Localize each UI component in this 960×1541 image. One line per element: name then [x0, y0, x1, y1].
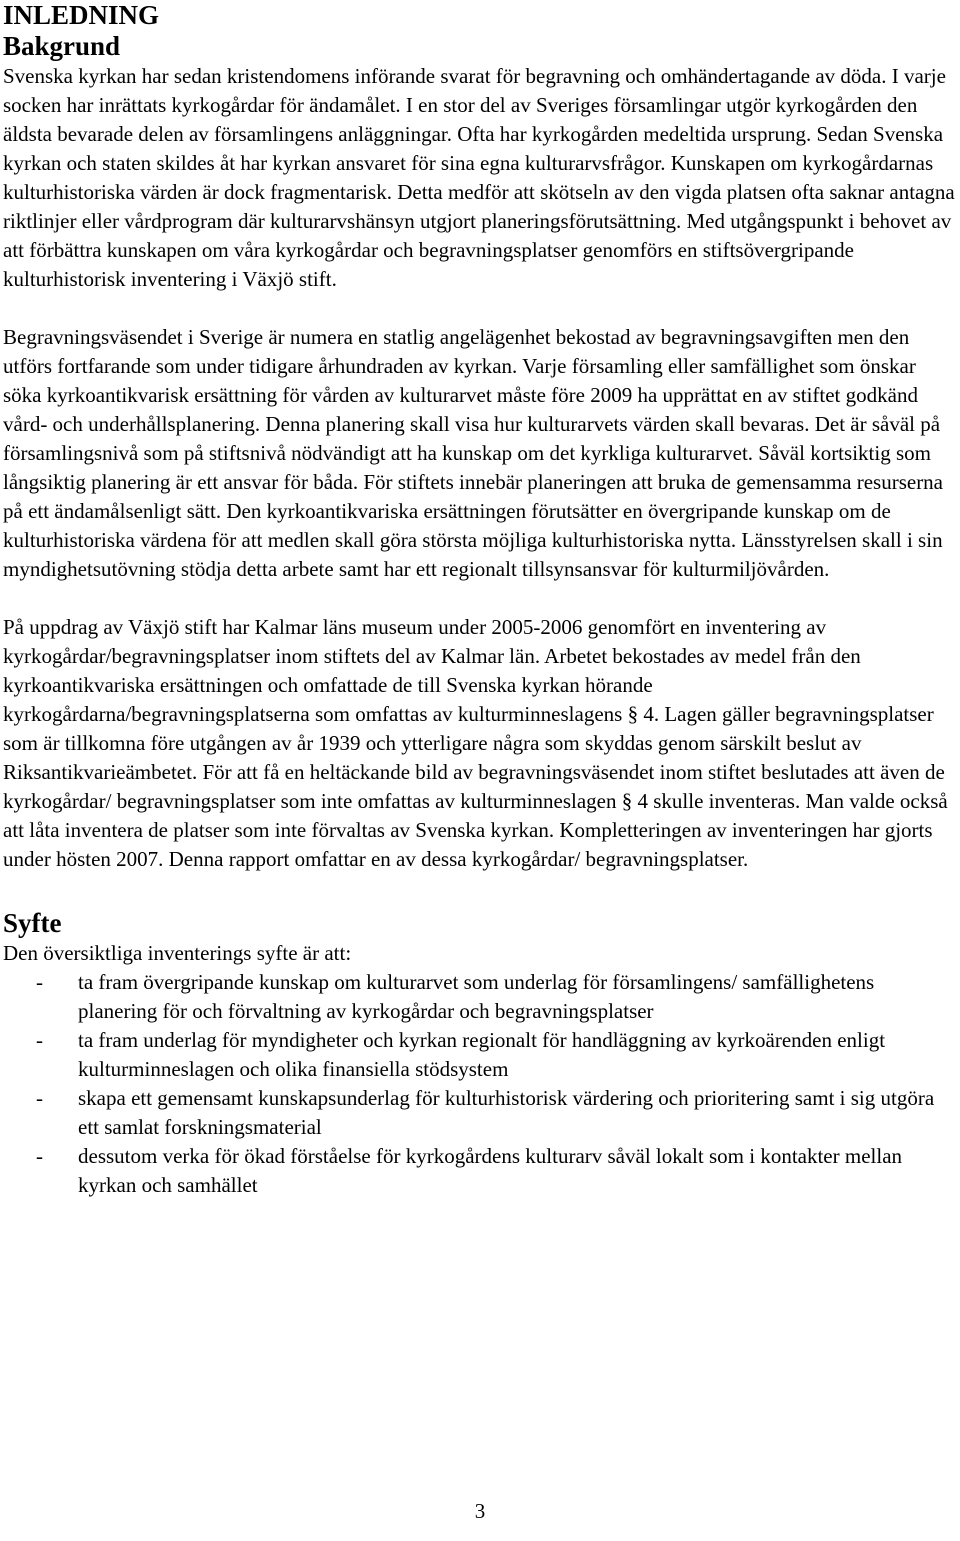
background-paragraph-2: Begravningsväsendet i Sverige är numera en statlig angelägenhet bekostad av begravningsavgiften men den utförs fortfarande som under tidigare århundraden av kyrkan. Varje församling eller samfällighet som önskar söka kyrkoantikvarisk ersättning för vården av kulturarvet måste före 2009 ha upprättat en av stiftet godkänd vård- och underhållsplanering. Denna planering skall visa hur kulturarvets värden skall bevaras. Det är såväl på församlingsnivå som på stiftsnivå nödvändigt att ha kunskap om det kyrkliga kulturarvet. Såväl kortsiktig som långsiktig planering är ett ansvar för båda. För stiftets innebär planeringen att bruka de gemensamma resurserna på ett ändamålsenligt sätt. Den kyrkoantikvariska ersättningen förutsätter en övergripande kunskap om de kulturhistoriska värdena för att medlen skall göra största möjliga kulturhistoriska nytta. Länsstyrelsen skall i sin myndighetsutövning stödja detta arbete samt har ett regionalt tillsynsansvar för kulturmiljövården. — [3, 325, 944, 581]
purpose-list-item — [3, 1142, 955, 1200]
page-content — [3, 0, 955, 1200]
purpose-item-text: dessutom verka för ökad förståelse för kyrkogårdens kulturarv såväl lokalt som i kontakter mellan kyrkan och samhället — [78, 1144, 903, 1197]
background-heading: Bakgrund — [3, 31, 121, 61]
background-paragraph-1: Svenska kyrkan har sedan kristendomens införande svarat för begravning och omhändertagande av döda. I varje socken har inrättats kyrkogårdar för ändamålet. I en stor del av Sveriges församlingar utgör kyrkogården den äldsta bevarade delen av församlingens anläggningar. Ofta har kyrkogården medeltida ursprung. Sedan Svenska kyrkan och staten skildes åt har kyrkan ansvaret för sina egna kulturarvsfrågor. Kunskapen om kyrkogårdarnas kulturhistoriska värden är dock fragmentarisk. Detta medför att skötseln av den vigda platsen ofta saknar antagna riktlinjer eller vårdprogram där kulturarvshänsyn utgjort planeringsförutsättning. Med utgångspunkt i behovet av att förbättra kunskapen om våra kyrkogårdar och begravningsplatser genomförs en stiftsövergripande kulturhistorisk inventering i Växjö stift. — [3, 64, 955, 291]
purpose-intro: Den översiktliga inventerings syfte är att: — [3, 941, 352, 965]
background-paragraph-3: På uppdrag av Växjö stift har Kalmar läns museum under 2005-2006 genomfört en inventering av kyrkogårdar/begravningsplatser inom stiftets del av Kalmar län. Arbetet bekostades av medel från den kyrkoantikvariska ersättningen och omfattade de till Svenska kyrkan hörande kyrkogårdarna/begravningsplatserna som omfattas av kulturminneslagens § 4. Lagen gäller begravningsplatser som är tillkomna före utgången av år 1939 och ytterligare några som skyddas genom särskilt beslut av Riksantikvarieämbetet. För att få en heltäckande bild av begravningsväsendet inom stiftet beslutades att även de kyrkogårdar/ begravningsplatser som inte omfattas av kulturminneslagen § 4 skulle inventeras. Man valde också att låta inventera de platser som inte förvaltas av Svenska kyrkan. Kompletteringen av inventeringen har gjorts under hösten 2007. Denna rapport omfattar en av dessa kyrkogårdar/ begravningsplatser. — [3, 615, 948, 871]
purpose-item-text: skapa ett gemensamt kunskapsunderlag för kulturhistorisk värdering och prioritering samt i sig utgöra ett samlat forskningsmaterial — [78, 1086, 935, 1139]
section-title: INLEDNING — [3, 0, 160, 30]
paragraph-spacer — [3, 584, 955, 613]
list-dash: - — [36, 970, 43, 994]
page-number: 3 — [474, 1499, 486, 1523]
paragraph-spacer — [3, 294, 955, 323]
list-dash: - — [36, 1144, 43, 1168]
purpose-item-text: ta fram övergripande kunskap om kulturarvet som underlag för församlingens/ samfällighetens planering för och förvaltning av kyrkogårdar och begravningsplatser — [78, 970, 875, 1023]
purpose-list-item — [3, 1026, 955, 1084]
list-dash: - — [36, 1028, 43, 1052]
purpose-list-item — [3, 1084, 955, 1142]
purpose-list-item — [3, 968, 955, 1026]
list-dash: - — [36, 1086, 43, 1110]
purpose-item-text: ta fram underlag för myndigheter och kyrkan regionalt för handläggning av kyrkoärenden enligt kulturminneslagen och olika finansiella stödsystem — [78, 1028, 886, 1081]
purpose-heading: Syfte — [3, 908, 62, 938]
paragraph-spacer — [3, 874, 955, 907]
purpose-list — [3, 968, 955, 1200]
